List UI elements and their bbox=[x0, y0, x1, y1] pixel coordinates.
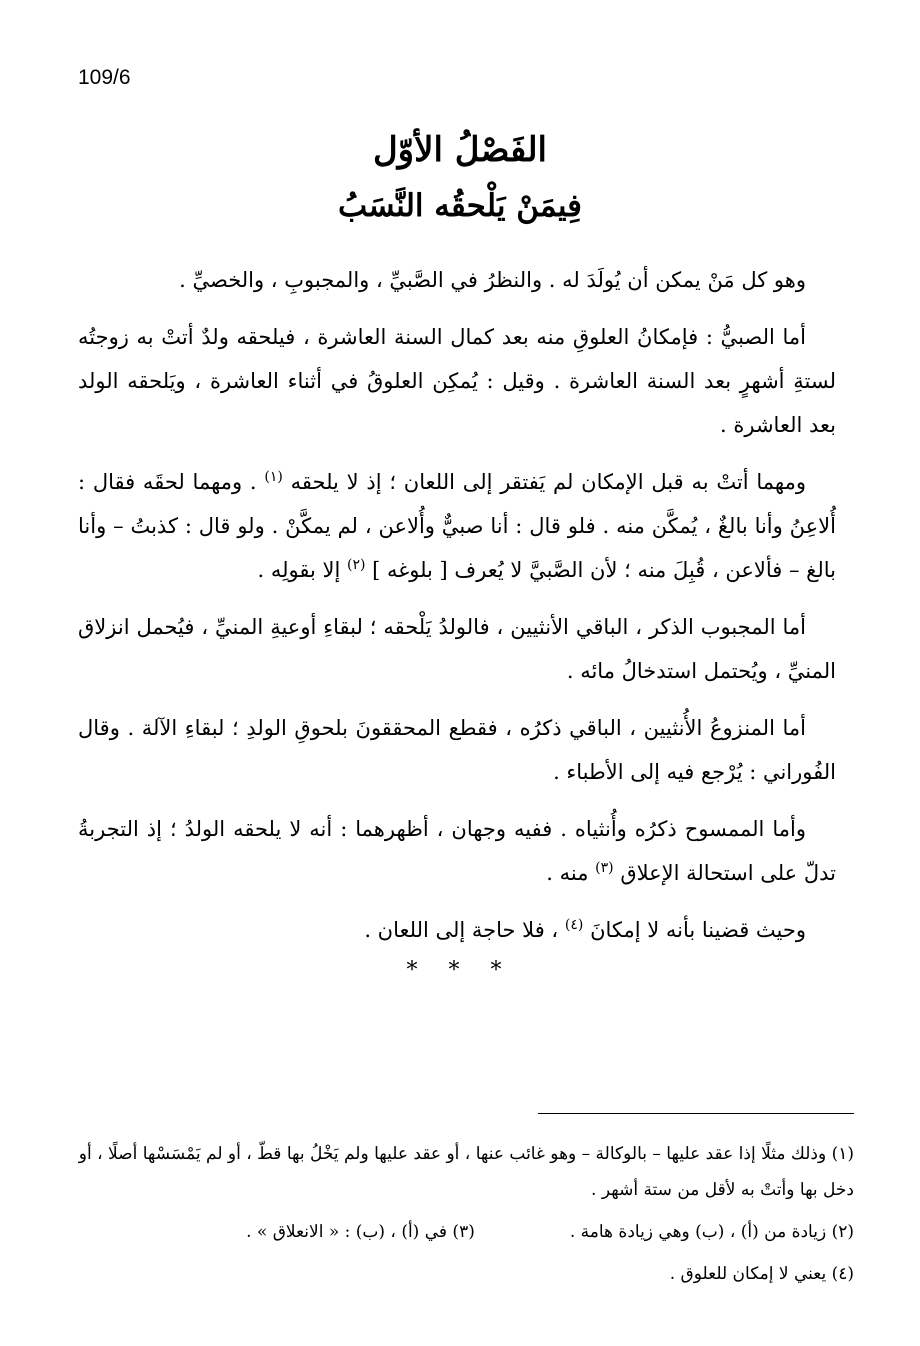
paragraph-manzoo: أما المنزوعُ الأُنثيين ، الباقي ذكرُه ، فقطع المحققونَ بلحوقِ الولدِ ؛ لبقاءِ الآلة . وقال الفُوراني : يُرْجع فيه إلى الأطباء . bbox=[78, 716, 836, 784]
footnote-ref-3: (٣) bbox=[595, 860, 614, 876]
paragraph-conclusion bbox=[78, 908, 836, 952]
body-text bbox=[78, 258, 836, 965]
section-separator: * * * bbox=[406, 958, 514, 983]
footnote-divider bbox=[538, 1113, 854, 1114]
paragraph-majboob: أما المجبوب الذكر ، الباقي الأنثيين ، فالولدُ يَلْحقه ؛ لبقاءِ أوعيةِ المنيِّ ، فيُحمل انزلاق المنيِّ ، ويُحتمل استدخالُ مائه . bbox=[78, 615, 836, 683]
footnote-2: (٢) زيادة من (أ) ، (ب) وهي زيادة هامة . bbox=[569, 1222, 854, 1242]
paragraph-mamsooh bbox=[78, 807, 836, 895]
footnote-row bbox=[70, 1214, 854, 1250]
paragraph-text: وحيث قضينا بأنه لا إمكانَ bbox=[590, 918, 806, 942]
footnote-1: (١) وذلك مثلًا إذا عقد عليها – بالوكالة – وهو غائب عنها ، أو عقد عليها ولم يَخْلُ بها قطّ ، أو لم يَمْسَسْها أصلًا ، أو دخل بها وأتتْ به لأقل من ستة أشهر . bbox=[78, 1144, 854, 1200]
footnote-ref-1: (١) bbox=[264, 469, 283, 485]
footnote-ref-4: (٤) bbox=[564, 917, 584, 933]
chapter-title: الفَصْلُ الأوّل bbox=[372, 130, 548, 170]
paragraph-text: منه . bbox=[546, 861, 589, 885]
paragraph-text: . ومهما لحقَه فقال : أُلاعِنُ وأنا بالغٌ ، يُمكَّن منه . فلو قال : أنا صبيٌّ وأُلاعن ، لم يمكَّنْ . ولو قال : كذبتُ – وأنا بالغ – فألاعن ، قُبِلَ منه ؛ لأن الصَّبيَّ لا يُعرف [ بلوغه ] bbox=[78, 470, 836, 582]
paragraph-text: ومهما أتتْ به قبل الإمكان لم يَفتقر إلى اللعان ؛ إذ لا يلحقه bbox=[290, 470, 806, 494]
paragraph-intro: وهو كل مَنْ يمكن أن يُولَدَ له . والنظرُ في الصَّبيِّ ، والمجبوبِ ، والخصيِّ . bbox=[179, 268, 806, 292]
footnote-4: (٤) يعني لا إمكان للعلوق . bbox=[669, 1264, 854, 1284]
title-block bbox=[0, 122, 920, 234]
footnote-3: (٣) في (أ) ، (ب) : « الانعلاق » . bbox=[246, 1222, 475, 1242]
paragraph-before-possibility bbox=[78, 460, 836, 592]
page-number: 109/6 bbox=[78, 66, 131, 89]
footnote-ref-2: (٢) bbox=[346, 557, 366, 573]
paragraph-text: وأما الممسوح ذكرُه وأُنثياه . ففيه وجهان ، أظهرهما : أنه لا يلحقه الولدُ ؛ إذ التجربةُ تدلّ على استحالة الإعلاق bbox=[78, 817, 836, 885]
footnotes bbox=[70, 1136, 854, 1298]
chapter-subtitle: فِيمَنْ يَلْحقُه النَّسَبُ bbox=[338, 188, 582, 224]
paragraph-text: ، فلا حاجة إلى اللعان . bbox=[364, 918, 559, 942]
paragraph-text: إلا بقولِه . bbox=[257, 558, 341, 582]
paragraph-boy: أما الصبيُّ : فإمكانُ العلوقِ منه بعد كمال السنة العاشرة ، فيلحقه ولدٌ أتتْ به زوجتُه لستةِ أشهرٍ بعد السنة العاشرة . وقيل : يُمكِن العلوقُ في أثناء العاشرة ، ويَلحقه الولد بعد العاشرة . bbox=[78, 325, 836, 437]
